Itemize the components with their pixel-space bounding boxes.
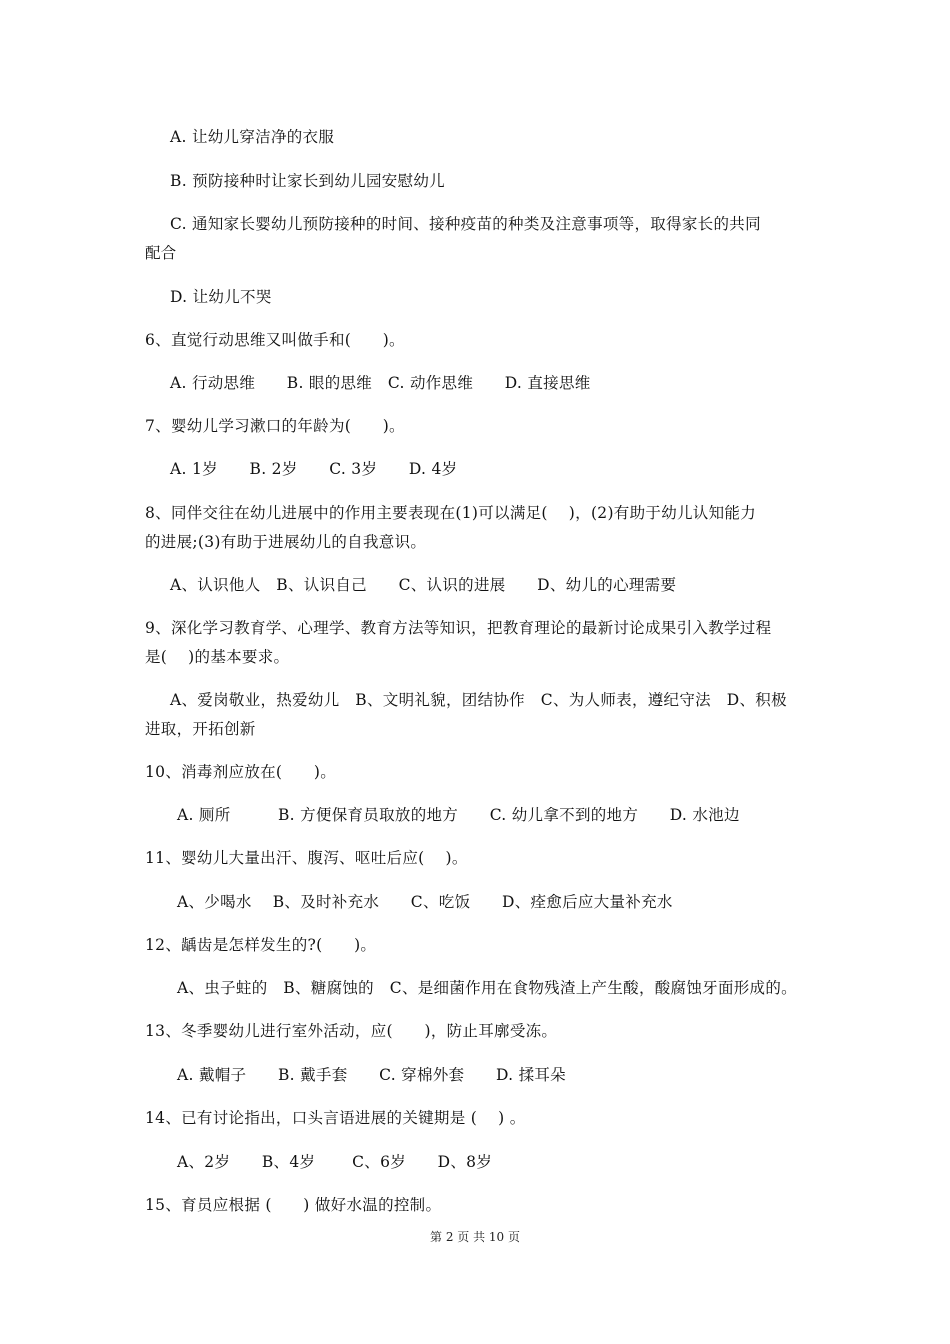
option-5d: D. 让幼儿不哭 (170, 288, 272, 306)
page-footer: 第 2 页 共 10 页 (430, 1230, 520, 1244)
options-10: A. 厕所 B. 方便保育员取放的地方 C. 幼儿拿不到的地方 D. 水池边 (177, 806, 740, 824)
options-8: A、认识他人 B、认识自己 C、认识的进展 D、幼儿的心理需要 (170, 576, 677, 594)
option-5c: C. 通知家长婴幼儿预防接种的时间、接种疫苗的种类及注意事项等，取得家长的共同 (170, 215, 761, 233)
options-9-cont: 进取，开拓创新 (145, 720, 256, 738)
question-11: 11、婴幼儿大量出汗、腹泻、呕吐后应( )。 (145, 849, 468, 867)
options-11: A、少喝水 B、及时补充水 C、吃饭 D、痊愈后应大量补充水 (177, 893, 673, 911)
question-10: 10、消毒剂应放在( )。 (145, 763, 337, 781)
option-5c-cont: 配合 (145, 244, 177, 262)
options-9: A、爱岗敬业，热爱幼儿 B、文明礼貌，团结协作 C、为人师表，遵纪守法 D、积极 (170, 691, 787, 709)
question-6: 6、直觉行动思维又叫做手和( )。 (145, 331, 405, 349)
options-6: A. 行动思维 B. 眼的思维 C. 动作思维 D. 直接思维 (170, 374, 591, 392)
options-13: A. 戴帽子 B. 戴手套 C. 穿棉外套 D. 揉耳朵 (177, 1066, 566, 1084)
options-14: A、2岁 B、4岁 C、6岁 D、8岁 (177, 1153, 493, 1171)
option-5a: A. 让幼儿穿洁净的衣服 (170, 128, 335, 146)
question-8: 8、同伴交往在幼儿进展中的作用主要表现在(1)可以满足( )，(2)有助于幼儿认知能力 (145, 504, 756, 522)
options-7: A. 1岁 B. 2岁 C. 3岁 D. 4岁 (170, 460, 458, 478)
question-9: 9、深化学习教育学、心理学、教育方法等知识，把教育理论的最新讨论成果引入教学过程 (145, 619, 772, 637)
question-8-cont: 的进展;(3)有助于进展幼儿的自我意识。 (145, 533, 427, 551)
question-12: 12、龋齿是怎样发生的?( )。 (145, 936, 377, 954)
question-7: 7、婴幼儿学习漱口的年龄为( )。 (145, 417, 405, 435)
options-12: A、虫子蛀的 B、糖腐蚀的 C、是细菌作用在食物残渣上产生酸，酸腐蚀牙面形成的。 (177, 979, 797, 997)
option-5b: B. 预防接种时让家长到幼儿园安慰幼儿 (170, 172, 445, 190)
question-15: 15、育员应根据 ( ) 做好水温的控制。 (145, 1196, 442, 1214)
question-13: 13、冬季婴幼儿进行室外活动，应( )，防止耳廓受冻。 (145, 1022, 558, 1040)
question-9-cont: 是( )的基本要求。 (145, 648, 290, 666)
question-14: 14、已有讨论指出，口头言语进展的关键期是 ( ) 。 (145, 1109, 526, 1127)
